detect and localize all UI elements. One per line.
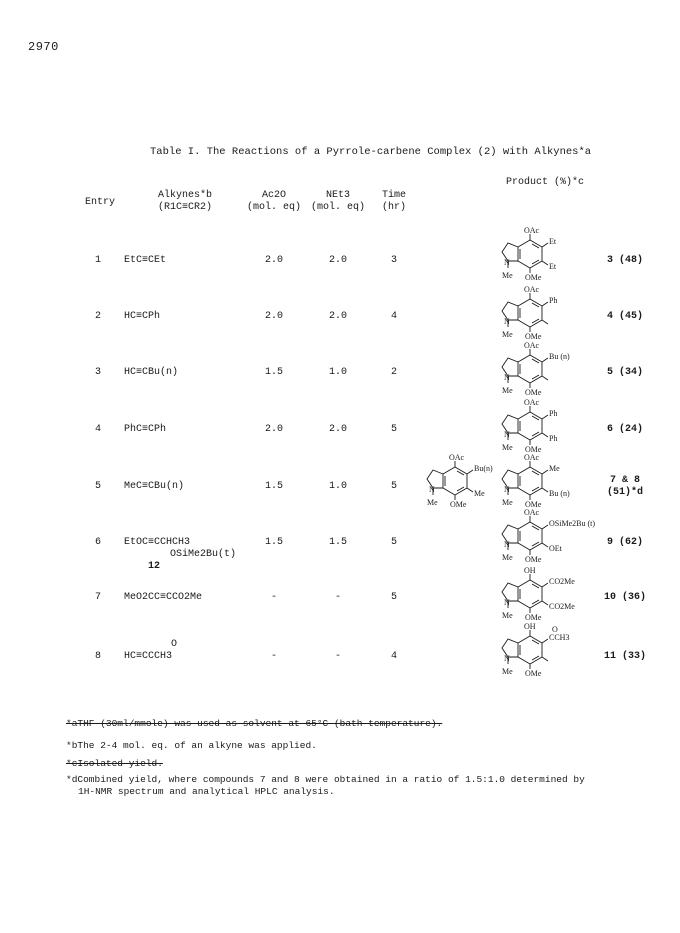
product-yield: 10 (36) [603, 592, 646, 603]
structure-n-methyl: Me [502, 443, 513, 452]
alkyne-formula: HC≡CPh [124, 311, 161, 322]
product-yield: 3 (48) [606, 255, 643, 266]
structure-nitrogen: N [429, 485, 435, 494]
structure-top-group: OH [524, 622, 536, 631]
structure-methoxy: OMe [525, 332, 542, 341]
product-yield: 5 (34) [606, 367, 643, 378]
header-ac2o [244, 190, 304, 214]
reaction-time: 2 [390, 367, 397, 378]
reaction-time: 5 [390, 592, 397, 603]
indole-structure [415, 455, 525, 511]
product-yield: 4 (45) [606, 311, 643, 322]
structure-r1-group: Ph [549, 409, 558, 418]
aromatic-bonds [520, 244, 539, 264]
product-yield: 9 (62) [606, 537, 643, 548]
alkyne-formula: EtC≡CEt [124, 255, 167, 266]
entry-number: 7 [94, 592, 101, 603]
structure-methoxy: OMe [450, 500, 467, 509]
net3-eq: 1.0 [328, 481, 347, 492]
net3-eq: - [334, 592, 341, 603]
reaction-time: 5 [390, 537, 397, 548]
indole-structure [490, 568, 600, 624]
aromatic-bonds [520, 303, 539, 323]
benzene-ring [518, 240, 542, 268]
structure-r1-group: Bu (n) [549, 352, 570, 361]
structure-methoxy: OMe [525, 669, 542, 678]
structure-n-methyl: Me [502, 553, 513, 562]
structure-top-group: OAc [524, 285, 540, 294]
structure-r1-group: OSiMe2Bu (t) [549, 519, 595, 528]
structure-top-group: OAc [524, 226, 540, 235]
benzene-ring [518, 412, 542, 440]
structure-methoxy: OMe [525, 273, 542, 282]
structure-nitrogen: N [504, 258, 510, 267]
entry-number: 5 [94, 481, 101, 492]
indole-structure [490, 228, 600, 284]
structure-nitrogen: N [504, 540, 510, 549]
net3-eq: 1.0 [328, 367, 347, 378]
entry-number: 8 [94, 651, 101, 662]
alkyne-formula: MeO2CC≡CCO2Me [124, 592, 203, 603]
structure-methoxy: OMe [525, 555, 542, 564]
structure-top-group: OAc [524, 341, 540, 350]
structure-r2-group: Bu (n) [549, 489, 570, 498]
indole-structure [490, 400, 600, 456]
page-number: 2970 [28, 40, 59, 54]
header-net3-line2: (mol. eq) [310, 202, 365, 213]
ac2o-eq: 2.0 [264, 424, 283, 435]
structure-r1-group: Ph [549, 296, 558, 305]
header-alkynes [140, 190, 230, 214]
indole-structure [490, 624, 600, 680]
aromatic-bonds [520, 526, 539, 546]
alkyne-formula: EtOC≡CCHCH3 [124, 537, 191, 548]
benzene-ring [518, 522, 542, 550]
structure-n-methyl: Me [502, 386, 513, 395]
structure-r1-group: Et [549, 237, 557, 246]
structure-r1-group: Me [549, 464, 560, 473]
structure-methoxy: OMe [525, 500, 542, 509]
structure-r1-group: CCH3 [549, 633, 570, 642]
structure-nitrogen: N [504, 654, 510, 663]
net3-eq: 2.0 [328, 255, 347, 266]
entry-number: 2 [94, 311, 101, 322]
footnote-d-cont: 1H-NMR spectrum and analytical HPLC analysis. [78, 786, 335, 797]
structure-r2-group: CO2Me [549, 602, 575, 611]
header-time-line1: Time [381, 190, 406, 201]
structure-nitrogen: N [504, 317, 510, 326]
header-net3-line1: NEt3 [325, 190, 350, 201]
indole-structure [490, 287, 600, 343]
alkyne-carbonyl-o: O [171, 639, 178, 650]
alkyne-substituent: OSiMe2Bu(t) [170, 549, 237, 560]
structure-n-methyl: Me [502, 271, 513, 280]
structure-r2-group: Ph [549, 434, 558, 443]
net3-eq: 2.0 [328, 311, 347, 322]
benzene-ring [518, 580, 542, 608]
indole-structure [490, 343, 600, 399]
net3-eq: 1.5 [328, 537, 347, 548]
header-time [374, 190, 414, 214]
ac2o-eq: 1.5 [264, 367, 283, 378]
alkyne-compound-number: 12 [148, 561, 161, 572]
ac2o-eq: - [270, 592, 277, 603]
structure-methoxy: OMe [525, 613, 542, 622]
structure-top-group: OAc [449, 453, 465, 462]
structure-top-group: OAc [524, 398, 540, 407]
alkyne-formula: HC≡CBu(n) [124, 367, 179, 378]
ac2o-eq: 2.0 [264, 311, 283, 322]
structure-r2-group: OEt [549, 544, 562, 553]
entry-number: 6 [94, 537, 101, 548]
aromatic-bonds [445, 471, 464, 491]
table-title: Table I. The Reactions of a Pyrrole-carbene Complex (2) with Alkynes*a [150, 146, 592, 158]
header-ac2o-line2: (mol. eq) [246, 202, 301, 213]
net3-eq: 2.0 [328, 424, 347, 435]
aromatic-bonds [520, 359, 539, 379]
reaction-time: 5 [390, 481, 397, 492]
benzene-ring [518, 299, 542, 327]
net3-eq: - [334, 651, 341, 662]
entry-number: 4 [94, 424, 101, 435]
structure-methoxy: OMe [525, 445, 542, 454]
footnote-b: *bThe 2-4 mol. eq. of an alkyne was applied. [66, 740, 317, 751]
structure-r1-group: Bu(n) [474, 464, 493, 473]
structure-n-methyl: Me [502, 667, 513, 676]
header-net3 [308, 190, 368, 214]
footnote-c: *cIsolated yield. [66, 758, 163, 769]
footnote-a: *aTHF (30ml/mmole) was used as solvent at 65°C (bath temperature). [66, 718, 443, 729]
alkyne-formula: MeC≡CBu(n) [124, 481, 185, 492]
footnote-d: *dCombined yield, where compounds 7 and 8 were obtained in a ratio of 1.5:1.0 determined by [66, 774, 585, 785]
ac2o-eq: 2.0 [264, 255, 283, 266]
structure-methoxy: OMe [525, 388, 542, 397]
structure-top-group: OAc [524, 508, 540, 517]
reaction-time: 3 [390, 255, 397, 266]
header-ac2o-line1: Ac2O [261, 190, 286, 201]
structure-n-methyl: Me [427, 498, 438, 507]
structure-nitrogen: N [504, 430, 510, 439]
product-yield: 6 (24) [606, 424, 643, 435]
header-alkynes-line2: (R1C≡CR2) [157, 202, 212, 213]
reaction-time: 5 [390, 424, 397, 435]
header-time-line2: (hr) [381, 202, 406, 213]
structure-nitrogen: N [504, 485, 510, 494]
benzene-ring [518, 355, 542, 383]
aromatic-bonds [520, 640, 539, 660]
structure-n-methyl: Me [502, 498, 513, 507]
reaction-time: 4 [390, 311, 397, 322]
structure-nitrogen: N [504, 598, 510, 607]
alkyne-formula: PhC≡CPh [124, 424, 167, 435]
structure-top-group: OAc [524, 453, 540, 462]
structure-r2-group: Et [549, 262, 557, 271]
header-alkynes-line1: Alkynes*b [157, 190, 212, 201]
ac2o-eq: 1.5 [264, 537, 283, 548]
benzene-ring [443, 467, 467, 495]
benzene-ring [518, 636, 542, 664]
product-yield: 11 (33) [603, 651, 646, 662]
structure-nitrogen: N [504, 373, 510, 382]
structure-n-methyl: Me [502, 330, 513, 339]
structure-r1-group: CO2Me [549, 577, 575, 586]
header-entry: Entry [84, 197, 115, 208]
header-product: Product (%)*c [505, 177, 584, 188]
entry-number: 1 [94, 255, 101, 266]
structure-r2-group: Me [474, 489, 485, 498]
entry-number: 3 [94, 367, 101, 378]
structure-n-methyl: Me [502, 611, 513, 620]
reaction-time: 4 [390, 651, 397, 662]
aromatic-bonds [520, 416, 539, 436]
ac2o-eq: - [270, 651, 277, 662]
product-yield-note: (51)*d [606, 487, 643, 498]
aromatic-bonds [520, 584, 539, 604]
product-yield: 7 & 8 [609, 475, 640, 486]
indole-structure [490, 510, 600, 566]
structure-top-group: OH [524, 566, 536, 575]
structure-carbonyl-o: O [552, 625, 558, 634]
alkyne-formula: HC≡CCCH3 [124, 651, 173, 662]
ac2o-eq: 1.5 [264, 481, 283, 492]
